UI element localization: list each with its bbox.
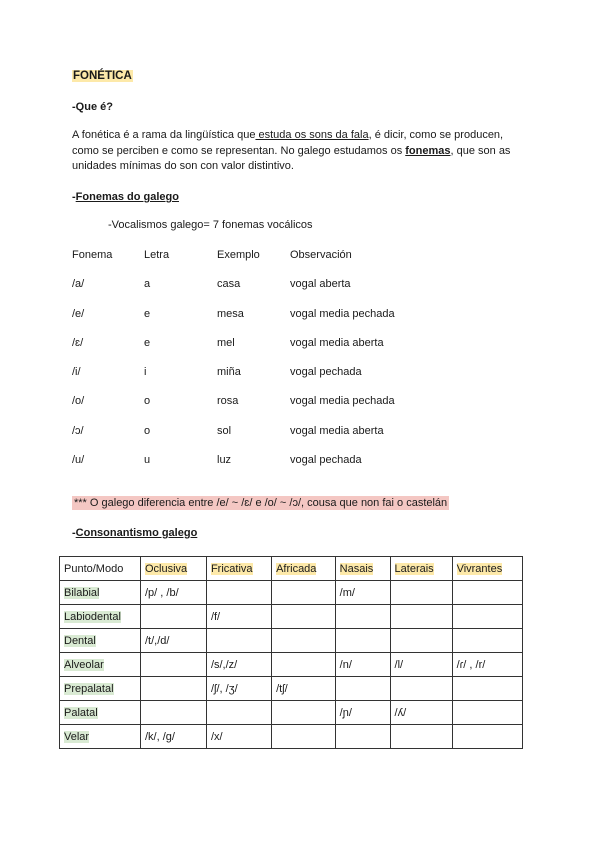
cell	[206, 581, 271, 605]
header-label: Nasais	[339, 562, 374, 575]
cell: /n/	[335, 653, 390, 677]
cell	[390, 581, 452, 605]
cell	[335, 629, 390, 653]
table-row	[60, 581, 523, 605]
cell: a	[144, 278, 151, 291]
cell	[390, 677, 452, 701]
cell	[141, 677, 207, 701]
section-prefix: -	[72, 527, 76, 539]
header-label: Laterais	[394, 562, 434, 575]
cell: e	[144, 307, 151, 320]
row-label: Palatal	[64, 706, 98, 719]
cell	[452, 581, 522, 605]
cell: /ɔ/	[72, 424, 84, 437]
cell: casa	[217, 278, 241, 291]
cell	[452, 629, 522, 653]
header-cell	[206, 557, 271, 581]
cell: /a/	[72, 278, 85, 291]
cell	[272, 581, 336, 605]
cell	[452, 701, 522, 725]
header-cell	[272, 557, 336, 581]
cell: /ɲ/	[335, 701, 390, 725]
cell: u	[144, 454, 151, 467]
cell: /s/,/z/	[206, 653, 271, 677]
header-cell	[390, 557, 452, 581]
cell: o	[144, 395, 151, 408]
header-label: Africada	[276, 562, 317, 575]
table-row	[60, 605, 523, 629]
vowel-table-header	[72, 249, 490, 278]
cell	[272, 701, 336, 725]
cell: /k/, /g/	[141, 725, 207, 749]
table-row	[72, 308, 490, 337]
cell	[272, 653, 336, 677]
table-row	[72, 337, 490, 366]
header-label: Punto/Modo	[64, 562, 124, 575]
cell: /p/ , /b/	[141, 581, 207, 605]
cell: /t/,/d/	[141, 629, 207, 653]
table-row	[72, 425, 490, 454]
cell	[335, 725, 390, 749]
row-label: Velar	[64, 730, 90, 743]
cell: vogal pechada	[290, 366, 362, 379]
vowel-table	[72, 249, 490, 483]
header-cell	[452, 557, 522, 581]
cell: vogal aberta	[290, 278, 351, 291]
header-cell	[60, 557, 141, 581]
cell: vogal media pechada	[290, 395, 395, 408]
header-label: Fricativa	[210, 562, 253, 575]
cell: rosa	[217, 395, 239, 408]
header-cell: Letra	[144, 249, 170, 261]
section-title: Consonantismo galego	[75, 527, 198, 539]
cell: i	[144, 366, 147, 379]
cell	[390, 605, 452, 629]
table-row	[60, 629, 523, 653]
table-row	[72, 278, 490, 307]
page-title: FONÉTICA	[73, 70, 132, 82]
cell: /l/	[390, 653, 452, 677]
table-row	[60, 653, 523, 677]
cell: mesa	[217, 307, 244, 320]
intro-text-1: A fonética é a rama da lingüística que	[72, 129, 256, 141]
cell: sol	[217, 424, 232, 437]
header-label: Oclusiva	[145, 562, 188, 575]
cell: mel	[217, 336, 235, 349]
cell: /e/	[72, 307, 85, 320]
vowels-subtitle: -Vocalismos galego= 7 fonemas vocálicos	[108, 219, 313, 231]
cell: luz	[217, 454, 232, 467]
cell	[272, 725, 336, 749]
intro-paragraph	[72, 128, 532, 175]
cell	[141, 605, 207, 629]
cell: /ɾ/ , /r/	[452, 653, 522, 677]
cell: /ʎ/	[390, 701, 452, 725]
cell: /x/	[206, 725, 271, 749]
table-row	[60, 725, 523, 749]
cell	[141, 653, 207, 677]
header-cell	[335, 557, 390, 581]
cell	[141, 701, 207, 725]
section-title: Fonemas do galego	[75, 191, 179, 203]
cell	[335, 677, 390, 701]
cell: /m/	[335, 581, 390, 605]
cell: vogal pechada	[290, 454, 362, 467]
cell	[452, 605, 522, 629]
cell: vogal media pechada	[290, 307, 395, 320]
table-row	[60, 701, 523, 725]
section-heading-consonantismo	[72, 527, 197, 539]
table-row	[72, 454, 490, 483]
cell	[390, 725, 452, 749]
cell	[272, 629, 336, 653]
section-heading-fonemas	[72, 191, 179, 203]
intro-underlined: estuda os sons da fala	[255, 129, 369, 141]
cell	[390, 629, 452, 653]
cell	[452, 677, 522, 701]
table-row	[72, 366, 490, 395]
row-label: Labiodental	[64, 610, 121, 623]
header-label: Vivrantes	[456, 562, 503, 575]
row-label: Bilabial	[64, 586, 100, 599]
section-prefix: -	[72, 191, 76, 203]
cell: /ʃ/, /ʒ/	[206, 677, 271, 701]
table-row	[72, 395, 490, 424]
note-callout: *** O galego diferencia entre /e/ ~ /ɛ/ e /o/ ~ /ɔ/, cousa que non fai o castelán	[74, 497, 448, 509]
cell: vogal media aberta	[290, 336, 384, 349]
cell: /tʃ/	[272, 677, 336, 701]
cell	[272, 605, 336, 629]
question-heading: -Que é?	[72, 101, 113, 113]
cell: o	[144, 424, 151, 437]
consonant-table	[59, 556, 523, 749]
header-cell: Exemplo	[217, 249, 260, 261]
cell: /ɛ/	[72, 336, 84, 349]
intro-text-3: , que son as unidades mínimas do son con valor distintivo.	[72, 144, 511, 172]
cell: /u/	[72, 454, 85, 467]
header-cell: Fonema	[72, 249, 113, 261]
row-label: Alveolar	[64, 658, 104, 671]
cell	[206, 629, 271, 653]
cell: /f/	[206, 605, 271, 629]
cell	[335, 605, 390, 629]
cell: /o/	[72, 395, 85, 408]
cell: vogal media aberta	[290, 424, 384, 437]
cell: miña	[217, 366, 241, 379]
cell	[452, 725, 522, 749]
intro-keyword: fonemas	[405, 144, 451, 157]
consonant-table-header	[60, 557, 523, 581]
intro-text-2: , é dicir, como se producen, como se perciben e como se representan. No galego estudamos os	[72, 129, 504, 157]
header-cell: Observación	[290, 249, 352, 261]
cell: /i/	[72, 366, 81, 379]
cell: e	[144, 336, 151, 349]
cell	[206, 701, 271, 725]
table-row	[60, 677, 523, 701]
row-label: Prepalatal	[64, 682, 114, 695]
header-cell	[141, 557, 207, 581]
row-label: Dental	[64, 634, 96, 647]
